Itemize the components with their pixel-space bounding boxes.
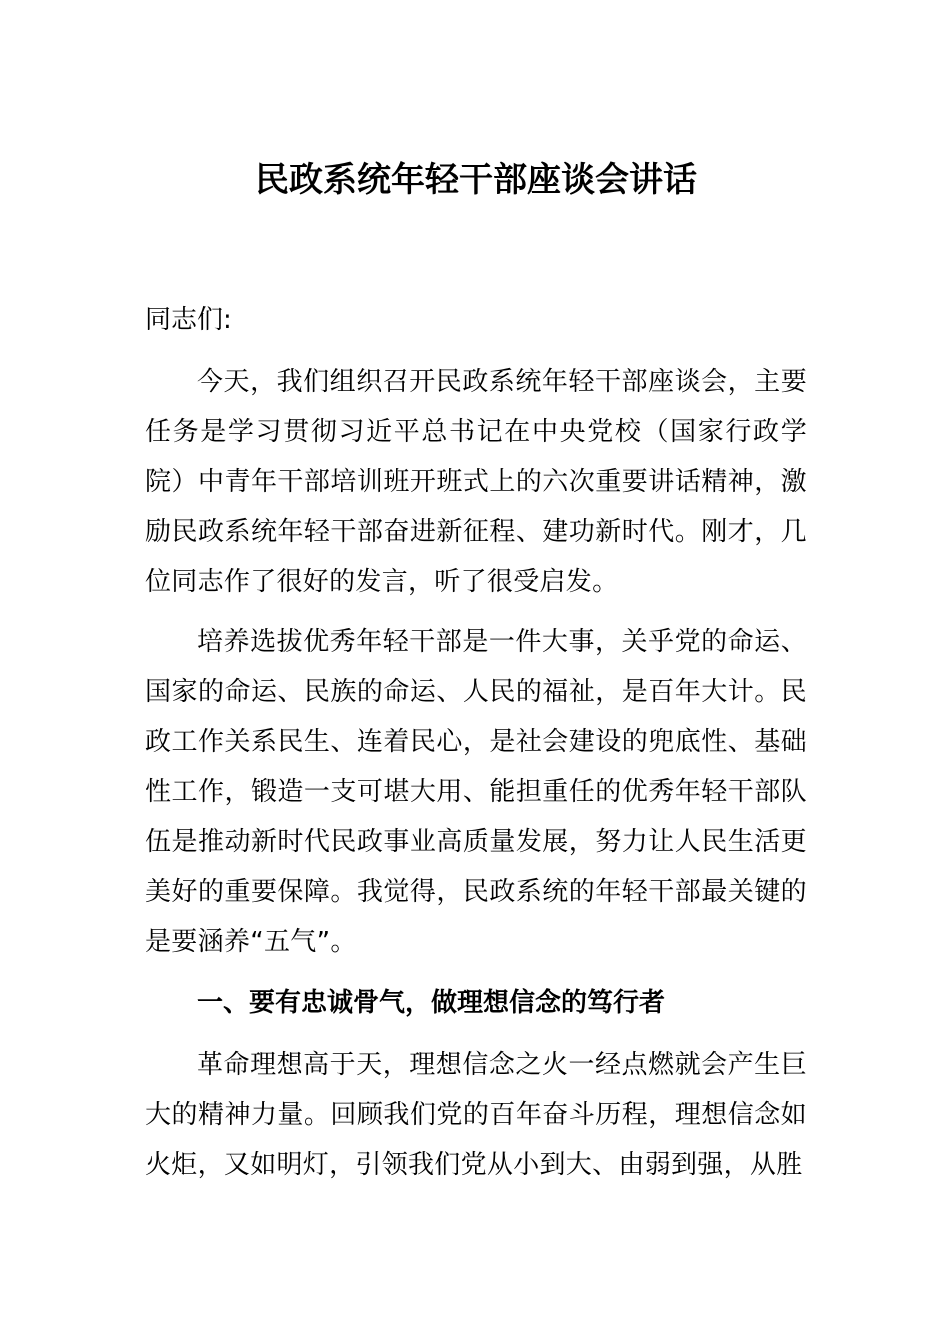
document-title: 民政系统年轻干部座谈会讲话 xyxy=(255,160,697,200)
paragraph-3: 革命理想高于天，理想信念之火一经点燃就会产生巨大的精神力量。回顾我们党的百年奋斗历程，理想信念如火炬，又如明灯，引领我们党从小到大、由弱到强，从胜 xyxy=(145,1050,807,1180)
paragraph-2: 培养选拔优秀年轻干部是一件大事，关乎党的命运、国家的命运、民族的命运、人民的福祉，是百年大计。民政工作关系民生、连着民心，是社会建设的兜底性、基础性工作，锻造一支可堪大用、能担重任的优秀年轻干部队伍是推动新时代民政事业高质量发展，努力让人民生活更美好的重要保障。我觉得，民政系统的年轻干部最关键的是要涵养“五气”。 xyxy=(145,627,807,957)
section-heading: 一、要有忠诚骨气，做理想信念的笃行者 xyxy=(197,988,666,1018)
paragraph-1: 今天，我们组织召开民政系统年轻干部座谈会，主要任务是学习贯彻习近平总书记在中央党校（国家行政学院）中青年干部培训班开班式上的六次重要讲话精神，激励民政系统年轻干部奋进新征程、建功新时代。刚才，几位同志作了很好的发言，听了很受启发。 xyxy=(145,367,807,597)
salutation: 同志们: xyxy=(145,305,232,335)
